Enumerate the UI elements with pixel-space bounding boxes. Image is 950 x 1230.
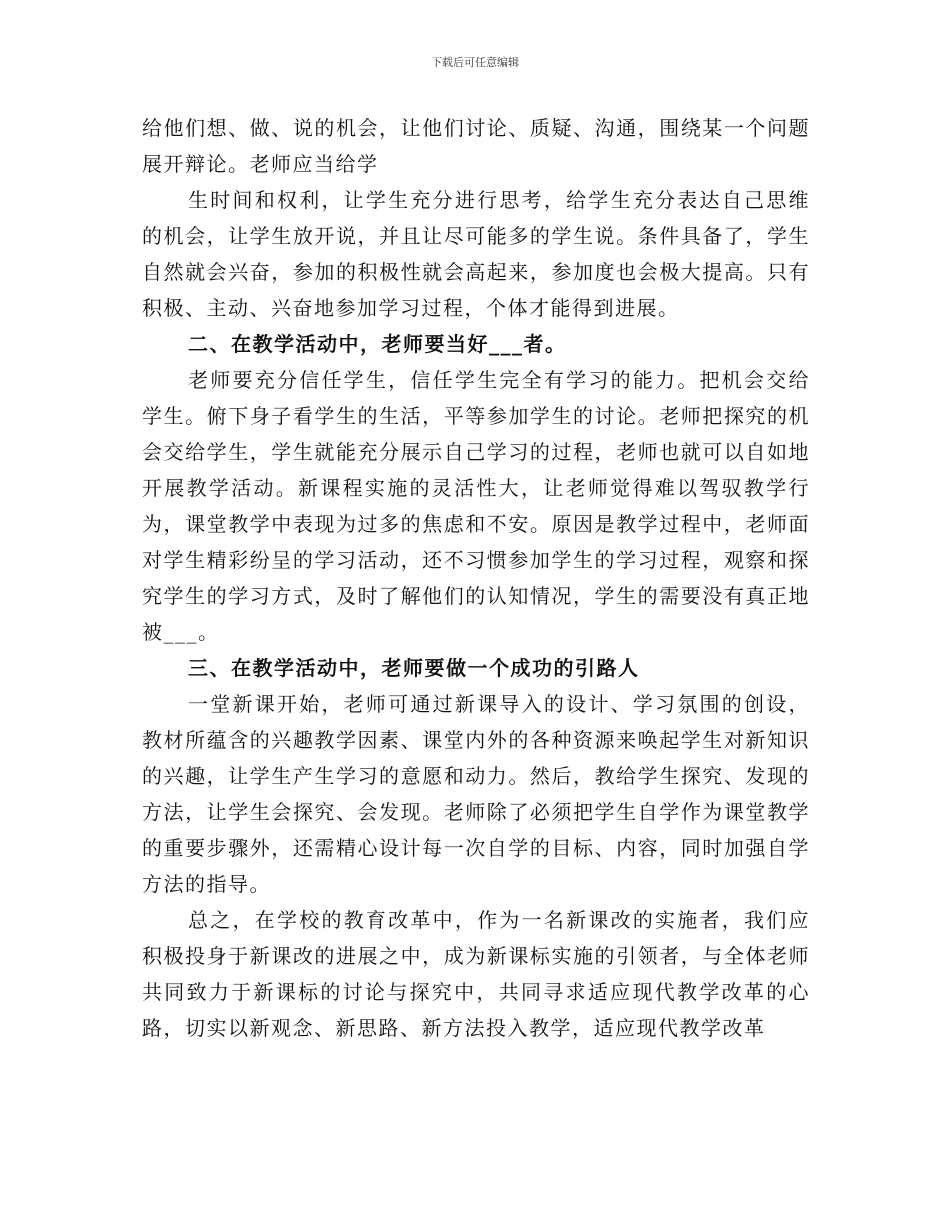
section-heading-2: 二、在教学活动中，老师要当好___者。 bbox=[188, 332, 567, 356]
paragraph-1: 给他们想、做、说的机会，让他们讨论、质疑、沟通，围绕某一个问题展开辩论。老师应当给学 bbox=[142, 116, 810, 176]
paragraph-3: 老师要充分信任学生，信任学生完全有学习的能力。把机会交给学生。俯下身子看学生的生活，平等参加学生的讨论。老师把探究的机会交给学生，学生就能充分展示自己学习的过程，老师也就可以自如地开展教学活动。新课程实施的灵活性大，让老师觉得难以驾驭教学行为，课堂教学中表现为过多的焦虑和不安。原因是教学过程中，老师面对学生精彩纷呈的学习活动，还不习惯参加学生的学习过程，观察和探究学生的学习方式，及时了解他们的认知情况，学生的需要没有真正地被___。 bbox=[142, 368, 810, 644]
page-header: 下载后可任意编辑 bbox=[431, 56, 519, 69]
section-heading-3: 三、在教学活动中，老师要做一个成功的引路人 bbox=[188, 656, 640, 680]
paragraph-5: 总之，在学校的教育改革中，作为一名新课改的实施者，我们应积极投身于新课改的进展之中，成为新课标实施的引领者，与全体老师共同致力于新课标的讨论与探究中，共同寻求适应现代教学改革的心路，切实以新观念、新思路、新方法投入教学，适应现代教学改革 bbox=[142, 908, 810, 1040]
paragraph-4: 一堂新课开始，老师可通过新课导入的设计、学习氛围的创设，教材所蕴含的兴趣教学因素、课堂内外的各种资源来唤起学生对新知识的兴趣，让学生产生学习的意愿和动力。然后，教给学生探究、发现的方法，让学生会探究、会发现。老师除了必须把学生自学作为课堂教学的重要步骤外，还需精心设计每一次自学的目标、内容，同时加强自学方法的指导。 bbox=[142, 692, 810, 896]
paragraph-2: 生时间和权利，让学生充分进行思考，给学生充分表达自己思维的机会，让学生放开说，并且让尽可能多的学生说。条件具备了，学生自然就会兴奋，参加的积极性就会高起来，参加度也会极大提高。只有积极、主动、兴奋地参加学习过程，个体才能得到进展。 bbox=[142, 188, 810, 320]
document-body bbox=[142, 110, 810, 1046]
